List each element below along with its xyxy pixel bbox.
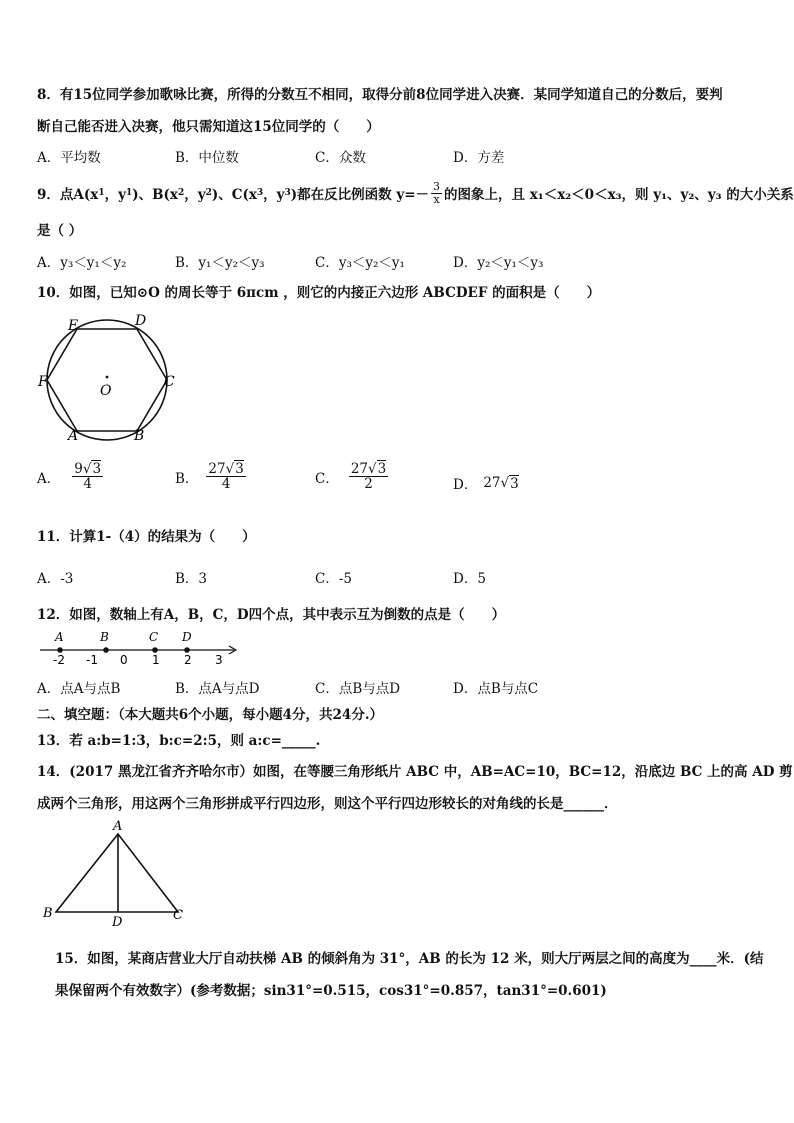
number-line-figure: [36, 628, 246, 670]
q8-option-c: C．众数: [315, 150, 366, 166]
tick-label-neg1: -1: [86, 653, 98, 667]
tick-label-0: 0: [120, 653, 128, 667]
q12-option-b: B．点A与点D: [175, 681, 260, 697]
q8-option-b: B．中位数: [175, 150, 239, 166]
q12-option-c: C．点B与点D: [315, 681, 401, 697]
q11-option-d: D．5: [453, 571, 486, 587]
q8-stem-line1: 8．有15位同学参加歌咏比赛，所得的分数互不相同，取得分前8位同学进入决赛．某同学知道自己的分数后，要判: [37, 87, 723, 103]
point-b: [103, 647, 109, 653]
tick-label-3: 3: [215, 653, 223, 667]
q12-option-a: A．点A与点B: [37, 681, 121, 697]
tri-label-a: A: [113, 819, 123, 834]
q9-option-a: A．y₃＜y₁＜y₂: [37, 255, 127, 271]
hexagon-abcdef: [47, 329, 167, 431]
tri-label-b: B: [43, 906, 53, 921]
q10-option-b: B． $\frac{27√3}{4}$: [175, 461, 244, 493]
q9-option-b: B．y₁＜y₂＜y₃: [175, 255, 265, 271]
tick-label-2: 2: [184, 653, 192, 667]
label-d: D: [135, 313, 147, 329]
q15-stem-line1: 15．如图，某商店营业大厅自动扶梯 AB 的倾斜角为 31°，AB 的长为 12 米，则大厅两层之间的高度为____米．(结: [55, 951, 764, 967]
q11-option-b: B．3: [175, 571, 208, 587]
triangle-abc: [56, 834, 178, 912]
point-label-c: C: [149, 630, 159, 644]
point-label-a: A: [55, 630, 64, 644]
label-e: E: [68, 318, 79, 334]
q9-option-d: D．y₂＜y₁＜y₃: [453, 255, 544, 271]
section-heading-fill-in: 二、填空题：（本大题共6个小题，每小题4分，共24分.）: [37, 707, 384, 723]
point-d: [184, 647, 190, 653]
label-o: O: [100, 383, 112, 399]
tick-label-1: 1: [152, 653, 160, 667]
point-label-d: D: [182, 630, 192, 644]
q11-option-c: C．-5: [315, 571, 352, 587]
label-a: A: [68, 428, 79, 444]
q13-stem: 13．若 a:b=1:3，b:c=2:5，则 a:c=_____.: [37, 733, 321, 749]
q9-stem-line1: 9．点A(x 1 ，y 1 )、B(x 2 ，y 2 )、C(x 3 ，y 3 )都在反比例函数 y=－ $\frac{3}{x}$ 的图象上，且 x₁＜x₂＜0＜x₃，则 y₁、y₂、y₃ 的大小关系: [37, 180, 794, 206]
q11-stem: 11．计算1-（4）的结果为（ ）: [37, 529, 256, 545]
point-a: [57, 647, 63, 653]
label-f: F: [38, 374, 48, 390]
q12-option-d: D．点B与点C: [453, 681, 539, 697]
point-c: [152, 647, 158, 653]
tri-label-d: D: [112, 915, 123, 930]
q8-option-d: D．方差: [453, 150, 505, 166]
q9-option-c: C．y₃＜y₂＜y₁: [315, 255, 405, 271]
label-b: B: [134, 428, 145, 444]
circle-o: [47, 320, 167, 440]
q8-stem-line2: 断自己能否进入决赛，他只需知道这15位同学的（ ）: [37, 119, 380, 135]
isosceles-triangle-figure: [38, 818, 190, 930]
hexagon-in-circle-figure: [34, 310, 184, 445]
q14-stem-line1: 14．(2017 黑龙江省齐齐哈尔市）如图，在等腰三角形纸片 ABC 中，AB=AC=10，BC=12，沿底边 BC 上的高 AD 剪: [37, 764, 793, 780]
q11-option-a: A．-3: [37, 571, 74, 587]
q9-fraction: $\frac{3}{x}$: [433, 180, 441, 206]
q12-stem: 12．如图，数轴上有A，B，C，D四个点，其中表示互为倒数的点是（ ）: [37, 607, 506, 623]
point-label-b: B: [100, 630, 109, 644]
center-point: [106, 376, 109, 379]
q9-stem-line2: 是（ ）: [37, 223, 83, 239]
q10-stem: 10．如图，已知⊙O 的周长等于 6πcm ，则它的内接正六边形 ABCDEF 的面积是（ ）: [37, 285, 601, 301]
label-c: C: [164, 374, 175, 390]
tri-label-c: C: [173, 908, 183, 923]
q14-stem-line2: 成两个三角形，用这两个三角形拼成平行四边形，则这个平行四边形较长的对角线的长是______．: [37, 796, 618, 812]
q10-option-a: A． $\frac{9√3}{4}$: [37, 461, 102, 493]
q10-option-d: D． 27 √ 3: [453, 475, 519, 493]
q10-option-c: C． $\frac{27√3}{2}$: [315, 461, 387, 493]
q15-stem-line2: 果保留两个有效数字）(参考数据；sin31°=0.515，cos31°=0.857，tan31°=0.601): [55, 983, 607, 999]
q8-option-a: A．平均数: [37, 150, 101, 166]
tick-label-neg2: -2: [53, 653, 65, 667]
